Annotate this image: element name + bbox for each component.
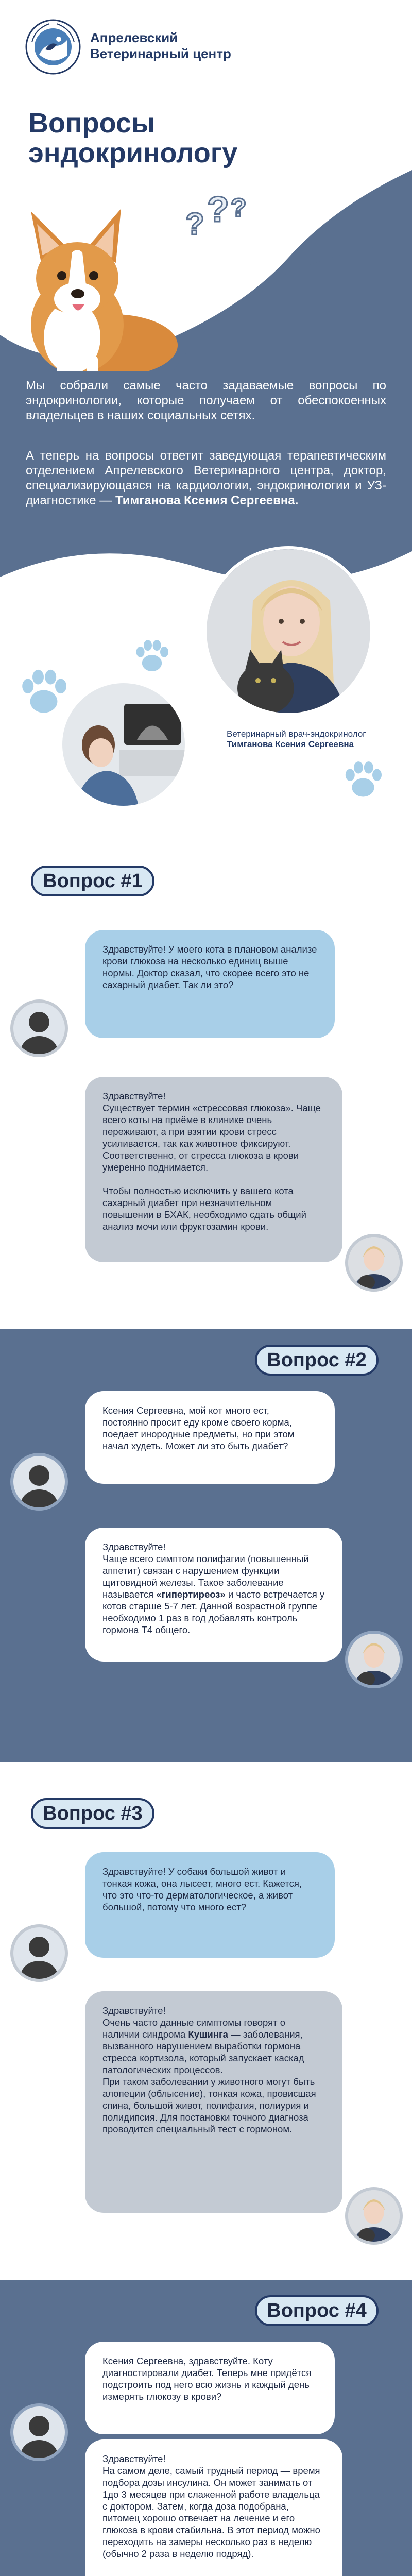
question-1-bubble: [85, 930, 335, 1038]
question-4-text: Ксения Сергеевна, здравствуйте. Коту диагностировали диабет. Теперь мне придётся подстроить под него всю жизнь и каждый день измерять глюкозу в крови?: [102, 2355, 312, 2402]
question-1-text: Здравствуйте! У моего кота в плановом анализе крови глюкоза на несколько единиц выше нормы. Доктор сказал, что скорее всего это не сахарный диабет. Так ли это?: [102, 944, 317, 990]
question-3-text: Здравствуйте! У собаки большой живот и тонкая кожа, она лысеет, много ест. Кажется, что это что-то дерматологическое, а живот большой, потому что много ест?: [102, 1866, 302, 1912]
doctor-role: Ветеринарный врач-эндокринолог: [227, 729, 366, 739]
title-line-2: эндокринологу: [28, 138, 238, 168]
doctor-photo: [203, 546, 373, 716]
paw-print-icon: [131, 636, 173, 677]
user-avatar: [10, 2403, 68, 2461]
answer-1-text: Существует термин «стрессовая глюкоза». Чаще всего коты на приёме в клинике очень переживают, а при взятии крови стресс усиливается, так как животное фиксируют. Соответственно, от стресса глюкоза в крови умеренно поднимается.: [102, 1103, 321, 1173]
answer-2-text: [102, 1553, 325, 1636]
svg-text:?: ?: [207, 189, 229, 229]
intro-paragraph-2-text: А теперь на вопросы ответит заведующая терапевтическим отделением Апрелевского Ветеринарного центра, доктор, специализирующаяся на кардиологии, эндокринологии и УЗ-диагностике —: [26, 449, 386, 507]
answer-3-bubble: [85, 1991, 342, 2213]
paw-print-icon: [340, 757, 386, 804]
user-avatar: [10, 1924, 68, 1982]
question-4-label: Вопрос #4: [255, 2295, 379, 2326]
doctor-section: [0, 536, 412, 814]
question-4-bubble: [85, 2342, 335, 2434]
answer-2-bubble: [85, 1528, 342, 1662]
doctor-caption: [227, 729, 402, 750]
question-3-section: [0, 1762, 412, 2280]
answer-3-term: Кушинга: [188, 2029, 228, 2040]
answer-3-greeting: Здравствуйте!: [102, 2005, 166, 2016]
page-title: [28, 108, 238, 168]
user-avatar: [10, 999, 68, 1057]
question-3-label: Вопрос #3: [31, 1798, 154, 1829]
doctor-avatar: [345, 1234, 403, 1292]
question-4-section: [0, 2280, 412, 2576]
intro-doctor-name: Тимганова Ксения Сергеевна.: [115, 494, 299, 507]
question-2-section: [0, 1329, 412, 1762]
answer-3-text-start: Очень часто данные симптомы говорят о наличии синдрома: [102, 2017, 285, 2040]
answer-4-greeting: Здравствуйте!: [102, 2453, 166, 2464]
svg-text:?: ?: [231, 193, 247, 222]
doctor-avatar: [345, 1631, 403, 1688]
question-1-section: [0, 814, 412, 1329]
intro-paragraph-2: [26, 448, 386, 508]
ultrasound-exam-photo: [59, 680, 188, 809]
answer-1-text-2: Чтобы полностью исключить у вашего кота сахарный диабет при незначительном повышении в БХАК, необходимо сдать общий анализ мочи или фруктозамин крови.: [102, 1185, 306, 1232]
title-line-1: Вопросы: [28, 108, 156, 139]
question-marks-icon: [185, 185, 252, 242]
brand-line-2: Ветеринарный центр: [90, 46, 231, 61]
aprelevka-vet-logo: [25, 19, 81, 75]
answer-3-text-end: — заболевания, вызванного нарушением выработки гормона стресса кортизола, который запускает каскад патологических процессов.: [102, 2029, 304, 2075]
answer-1-bubble: [85, 1077, 342, 1262]
intro-paragraph-1: Мы собрали самые часто задаваемые вопросы по эндокринологии, которые получаем от обеспокоенных владельцев в наших социальных сетях.: [26, 379, 386, 422]
answer-2-term: «гипертиреоз»: [156, 1589, 226, 1600]
question-1-label: Вопрос #1: [31, 866, 154, 896]
answer-2-greeting: Здравствуйте!: [102, 1541, 166, 1552]
answer-4-bubble: [85, 2439, 342, 2576]
answer-3-text-2: При таком заболевании у животного могут быть алопеции (облысение), тонкая кожа, провисшая спина, большой живот, полифагия, полиурия и полидипсия. Для постановки точного диагноза проводится специальный тест с гормоном.: [102, 2076, 316, 2134]
answer-4-text: На самом деле, самый трудный период — время подбора дозы инсулина. Он может занимать от 1до 3 месяцев при слаженной работе владельца с доктором. Затем, когда доза подобрана, питомец хорошо отвечает на лечение и его глюкоза в крови стабильна. В этот период можно переходить на замеры несколько раз в неделю (обычно 2 раза в неделю подряд).: [102, 2465, 320, 2559]
paw-print-icon: [15, 665, 72, 721]
question-2-text: Ксения Сергеевна, мой кот много ест, постоянно просит еду кроме своего корма, поедает инородные предметы, но при этом начал худеть. Может ли это быть диабет?: [102, 1405, 295, 1451]
answer-2-text-start: Чаще всего симптом полифагии (повышенный аппетит) связан с нарушением функции щитовидной железы. Такое заболевание называется: [102, 1553, 309, 1600]
question-2-bubble: [85, 1391, 335, 1484]
doctor-avatar: [345, 2187, 403, 2245]
intro-section: [0, 371, 412, 556]
hero: [0, 88, 412, 376]
answer-3-text: [102, 2016, 325, 2076]
doctor-name: Тимганова Ксения Сергеевна: [227, 739, 354, 749]
brand-name: [90, 30, 286, 62]
question-2-label: Вопрос #2: [255, 1345, 379, 1376]
svg-text:?: ?: [185, 207, 204, 241]
user-avatar: [10, 1453, 68, 1511]
answer-1-greeting: Здравствуйте!: [102, 1091, 166, 1101]
brand-line-1: Апрелевский: [90, 30, 178, 45]
answer-2-text-end: и часто встречается у котов старше 5-7 лет. Данной возрастной группе необходимо 1 раз в год добавлять контроль гормона Т4 общего.: [102, 1589, 325, 1635]
corgi-dog-image: [10, 206, 180, 376]
question-3-bubble: [85, 1852, 335, 1958]
